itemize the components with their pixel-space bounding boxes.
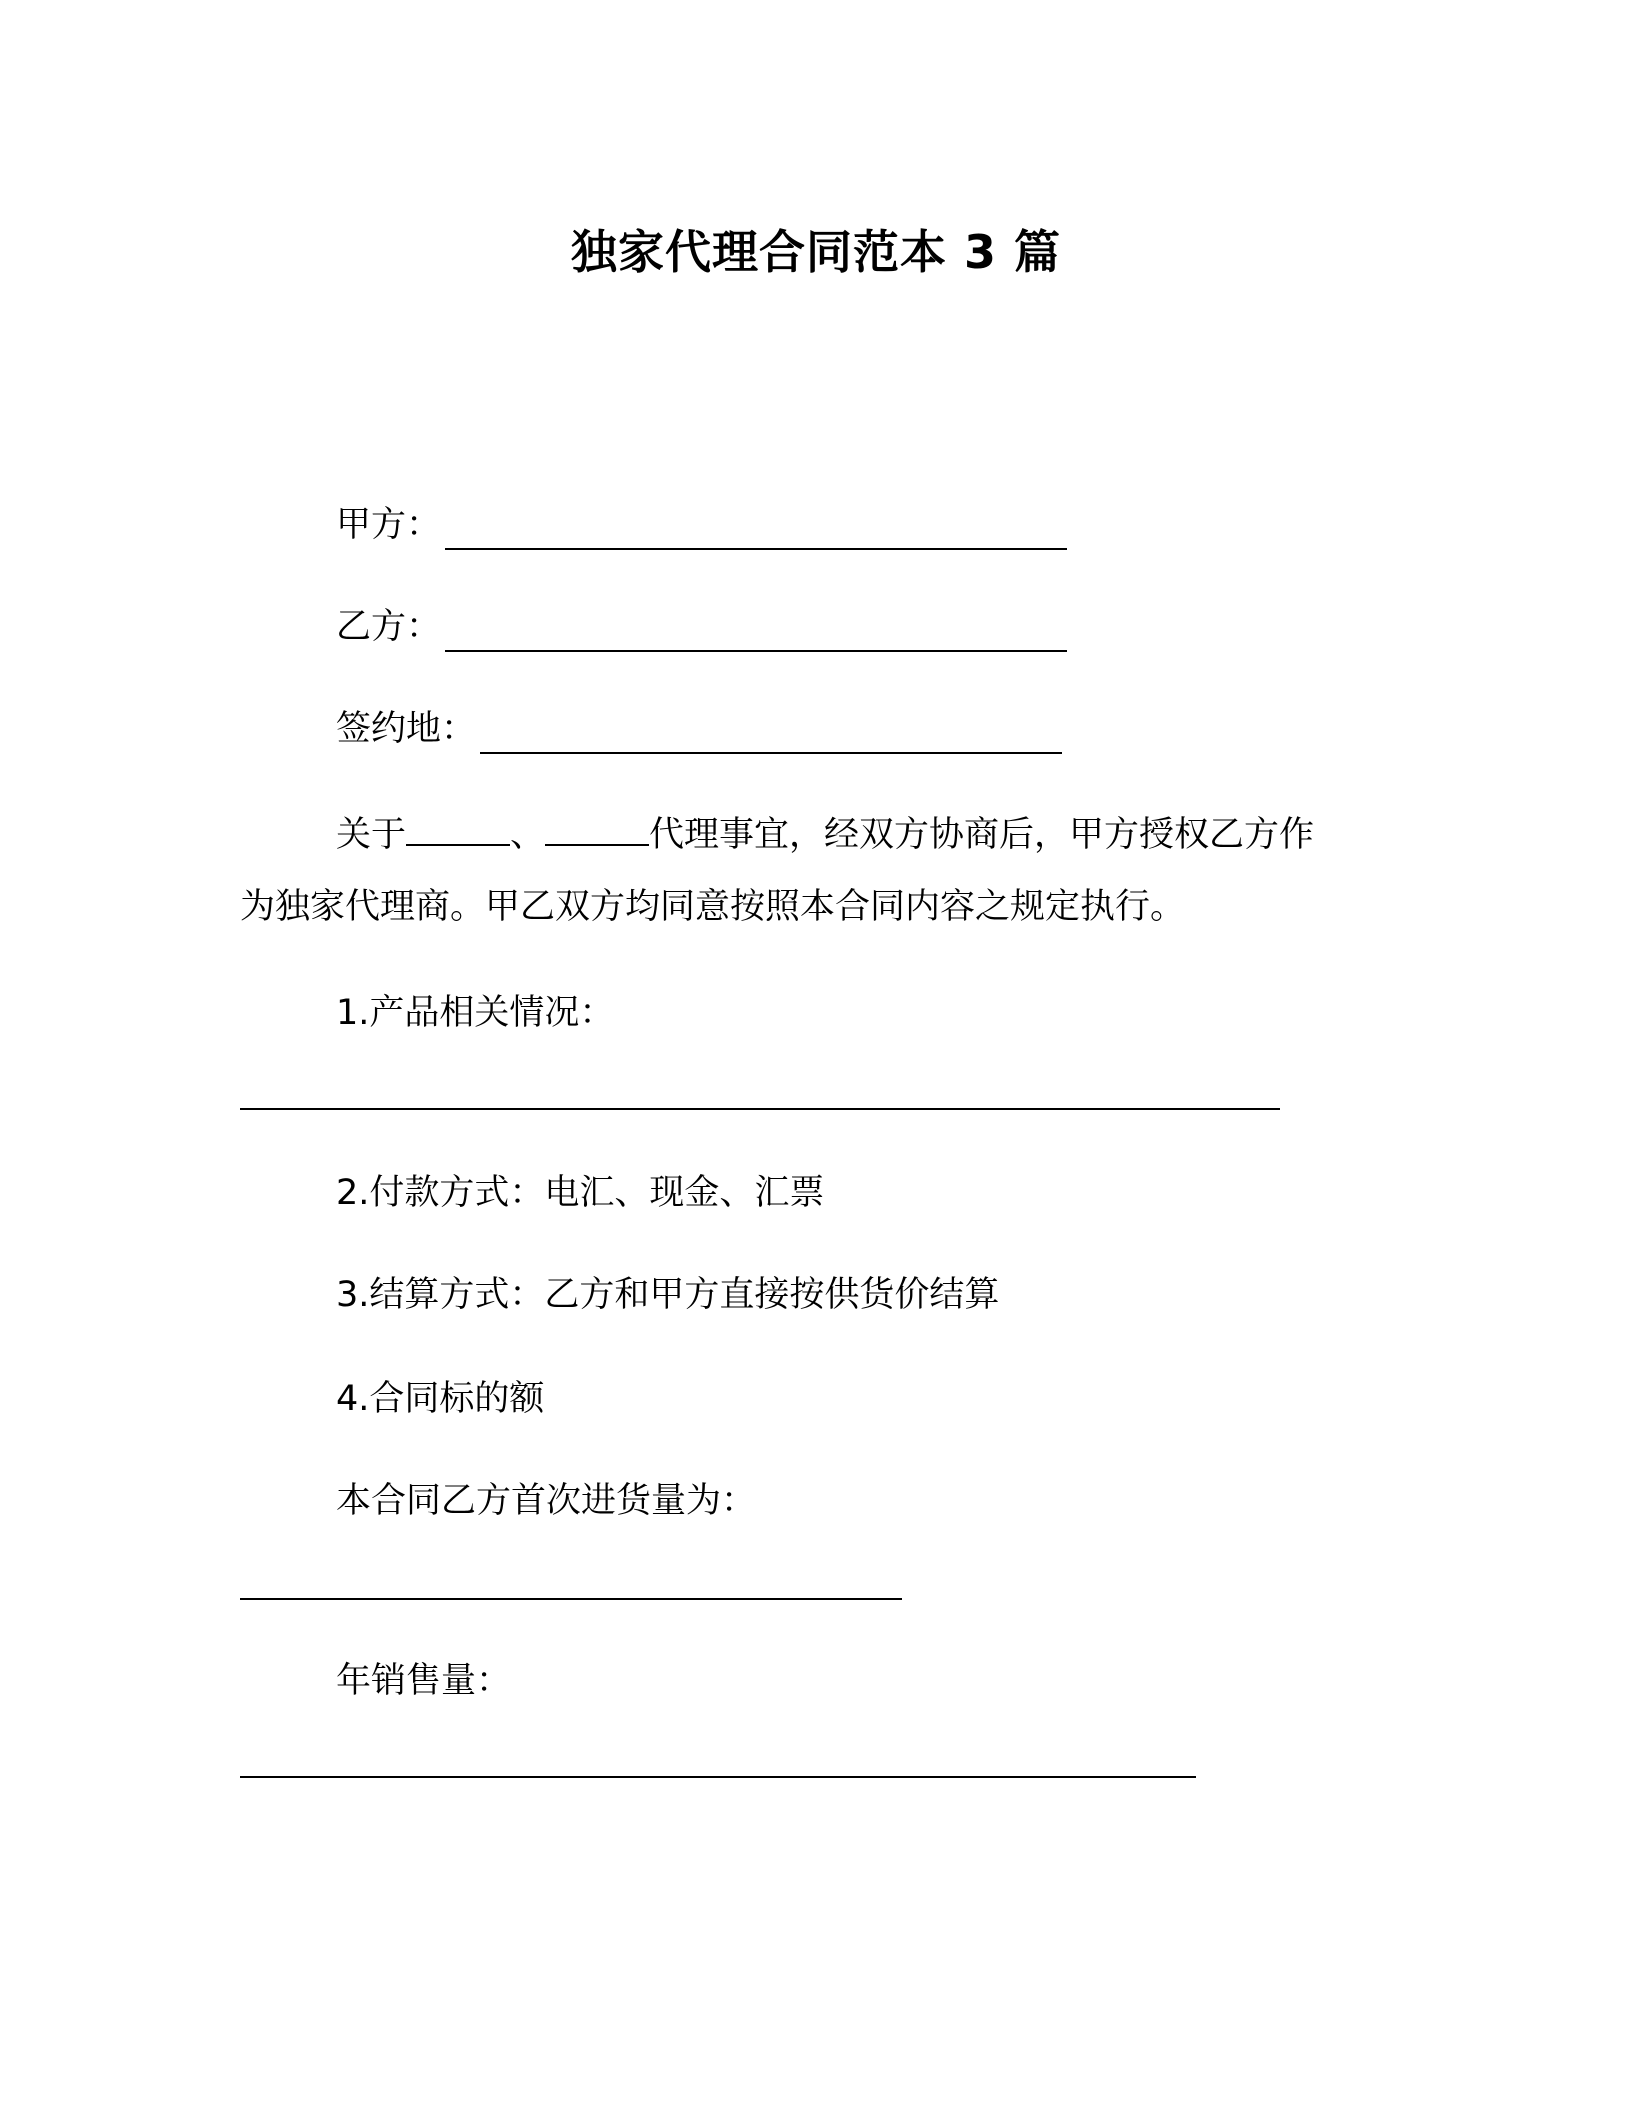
first-purchase-label: 本合同乙方首次进货量为： (336, 1481, 757, 1521)
clause-2: 2.付款方式：电汇、现金、汇票 (336, 1173, 825, 1213)
clause-4: 4.合同标的额 (336, 1379, 545, 1419)
annual-sales-blank-line[interactable] (240, 1776, 1196, 1778)
intro-line-1 (336, 806, 1314, 860)
intro-separator: 、 (510, 815, 546, 855)
party-b-blank[interactable] (445, 612, 1067, 652)
clause-1-blank-line[interactable] (240, 1108, 1280, 1110)
intro-line-2: 为独家代理商。甲乙双方均同意按照本合同内容之规定执行。 (240, 887, 1186, 927)
party-b-row (336, 602, 1067, 652)
clause-1: 1.产品相关情况： (336, 993, 615, 1033)
party-b-label: 乙方： (336, 607, 442, 647)
intro-suffix: 代理事宜，经双方协商后，甲方授权乙方作 (649, 815, 1315, 855)
annual-sales-label: 年销售量： (336, 1661, 512, 1701)
intro-blank-1[interactable] (406, 806, 510, 846)
party-a-label: 甲方： (336, 505, 442, 545)
document-title: 独家代理合同范本 3 篇 (570, 225, 1062, 279)
intro-prefix: 关于 (336, 815, 407, 855)
signing-place-row (336, 704, 1062, 754)
signing-place-blank[interactable] (480, 714, 1062, 754)
clause-3: 3.结算方式：乙方和甲方直接按供货价结算 (336, 1275, 1000, 1315)
signing-place-label: 签约地： (336, 709, 477, 749)
first-purchase-blank-line[interactable] (240, 1598, 902, 1600)
party-a-blank[interactable] (445, 510, 1067, 550)
party-a-row (336, 500, 1067, 550)
intro-blank-2[interactable] (545, 806, 649, 846)
